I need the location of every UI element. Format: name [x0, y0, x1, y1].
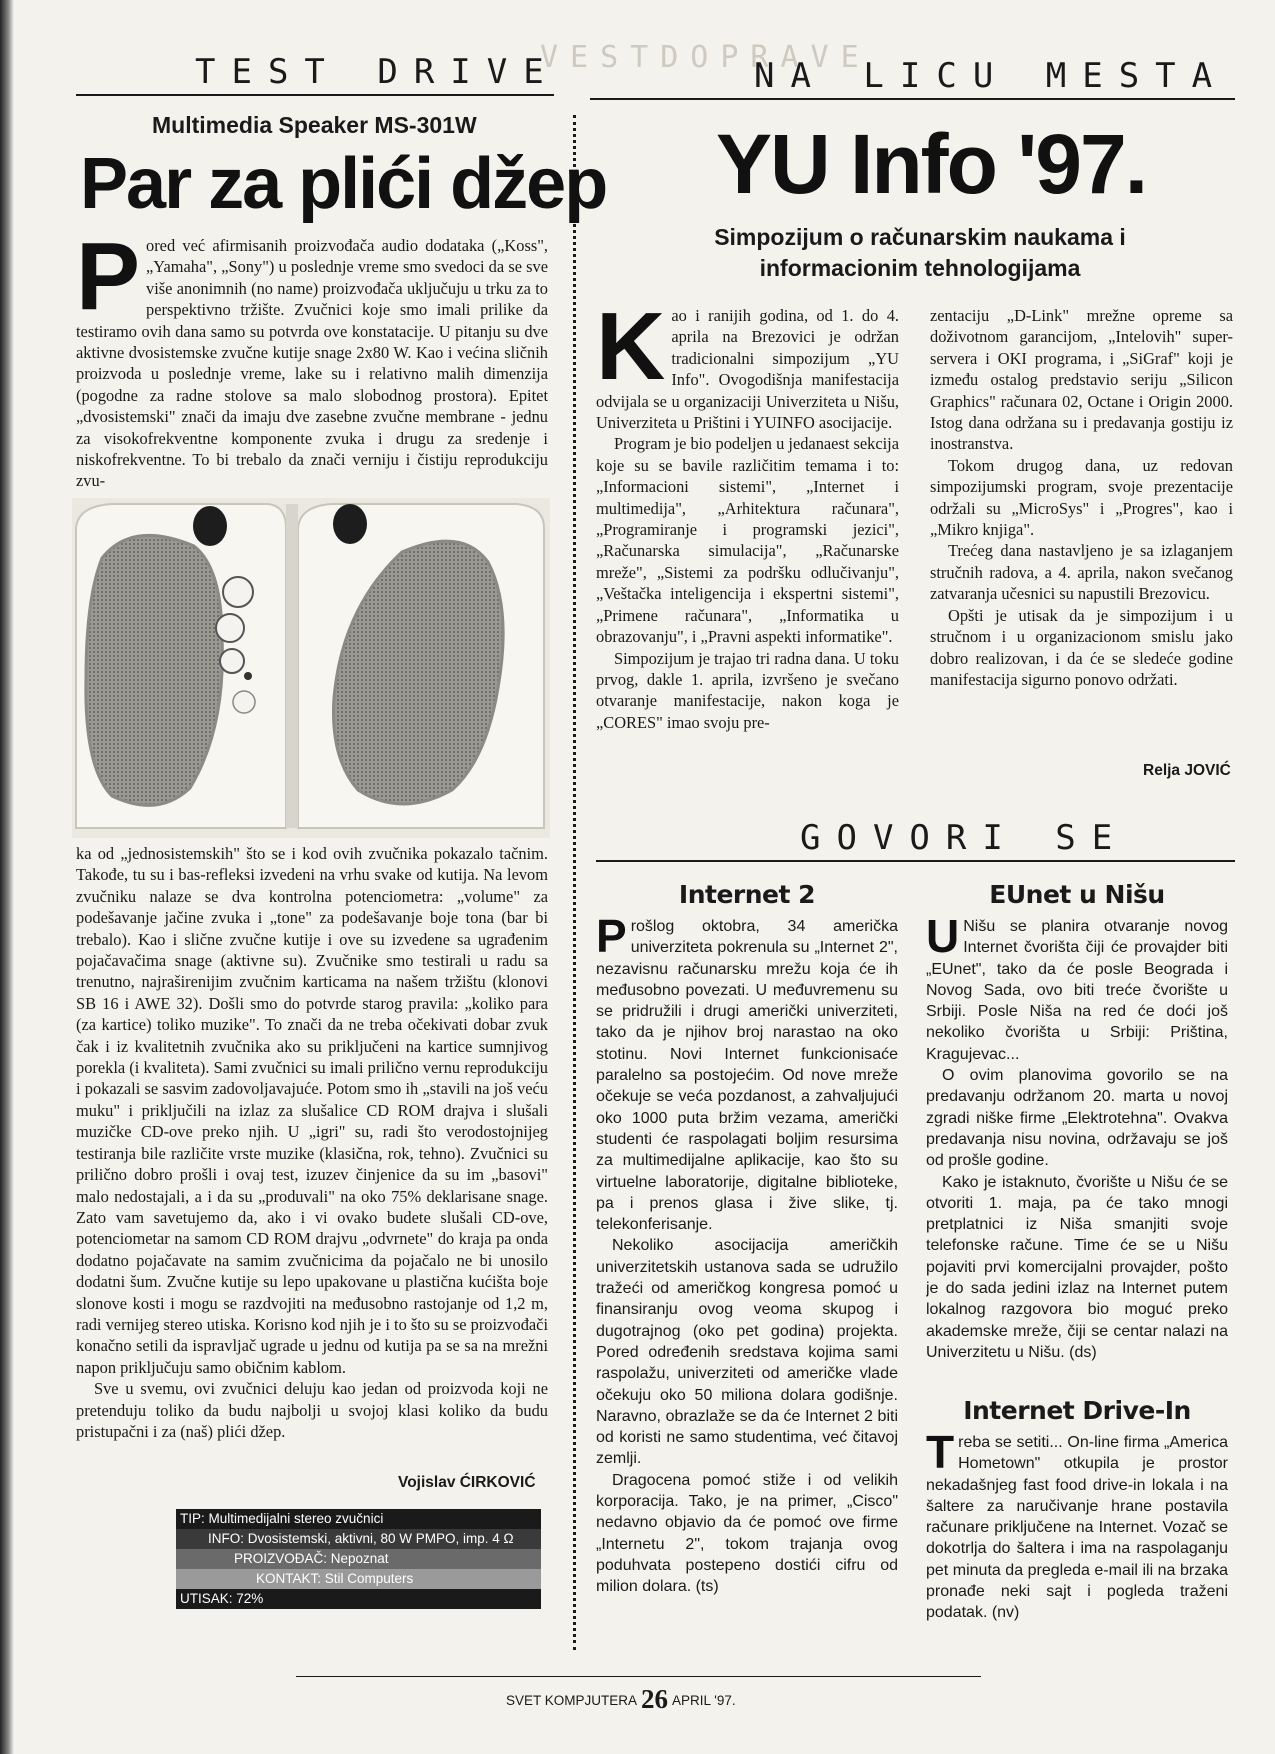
drivein-paragraph-1: reba se setiti... On-line firma „America Hometown" otkupila je prostor nekadašnjeg fast food drive-in lokala i na šaltere za naručivanje hrane postavila računare priključene na Internet. Vozač se dokotrlja do šaltera i ima na raspolaganju pet minuta da pregleda e-mail ili na brzaka pronađe neki sajt i pogleda traženi podatak. (nv)	[926, 1434, 1228, 1622]
internet2-dropcap: P	[596, 910, 627, 962]
speaker-title: Par za plići džep	[80, 144, 607, 224]
column-divider	[573, 115, 576, 1650]
yu-info-paragraph-6: Trećeg dana nastavljeno je sa izlaganjem stručnih radova, a 4. aprila, nakon svečanog zatvaranja učesnici su napustili Brezovicu.	[930, 541, 1233, 604]
footer-page-number: 26	[641, 1684, 669, 1714]
yu-info-subtitle-line-1: Simpozijum o računarskim naukama i	[714, 224, 1126, 250]
spec-tip: TIP: Multimedijalni stereo zvučnici	[176, 1509, 541, 1529]
spec-contact: KONTAKT: Stil Computers	[176, 1569, 541, 1589]
bleed-through-text: VESTDOPRAVE	[540, 40, 871, 75]
section-head-na-licu-mesta: NA LICU MESTA	[754, 56, 1229, 96]
yu-info-paragraph-3: Simpozijum je trajao tri radna dana. U toku prvog, dakle 1. aprila, izvršeno je svečano otvaranje manifestacije, nakon koga je „CORES" imao svoju pre-	[596, 648, 899, 732]
yu-info-column-1	[596, 305, 899, 783]
speaker-paragraph-1-cont: ka od „jednosistemskih" što se i kod ovih zvučnika pokazalo tačnim. Takođe, tu su i bas-refleksi izvedeni na vrhu svake od kutija. Na levom zvučniku nalaze se dva kontrolna potenciometra: „volume" za podešavanje jačine zvuka i „tone" za podešavanje boje tona (bar bi trebalo). Kao i slične zvučne kutije i ove su izvedene sa ugrađenim pojačavačima snage (aktivne su). Zvučnike smo testirali u radu sa trenutno, najraširenijim zvučnim karticama na našem tržištu (klonovi SB 16 i AWE 32). Došli smo do potvrde starog pravila: „koliko para (za kartice) toliko muzike". To znači da ne treba očekivati dobar zvuk čak i iz kvalitetnih zvučnika ako su priključeni na kartice sumnjivog porekla (i kvaliteta). Sami zvučnici su imali prilično vernu reprodukciju i pokazali se sasvim zadovoljavajuće. Potom smo ih „stavili na još veću muku" i priključili na izlaz za slušalice CD ROM drajva i slušali muzičke CD-ove preko njih. U „igri" su, radi što verodostojnijeg testiranja bile različite vrste muzike (klasična, rok, tehno). Zvučnici su prilično dobro prošli i ovaj test, izuzev činjenice da su im „basovi" malo nedostajali, a i da su „produvali" na oko 75% deklarisane snage. Zato vam savetujemo da, ako i vi ovako budete slušali CD-ove, potenciometar na samom CD ROM drajvu „odvrnete" do kraja pa onda dodatno pojačavate na samim zvučnicima da pojačalo ne bi unosilo dodatni šum. Zvučne kutije su lepo upakovane u plastična kućišta boje slonove kosti i mogu se razdvojiti na međusobno rastojanje od 1,2 m, radi vernijeg stereo utiska. Korisno kod njih je i to što su se proizvođači konačno setili da ispravljač ugrade u jednu od kutija pa se sa na mrežni napon priključuju samo običnim kablom.	[76, 844, 548, 1377]
footer-date: APRIL '97.	[672, 1693, 736, 1708]
rule-govori-se	[596, 860, 1235, 862]
yu-info-paragraph-7: Opšti je utisak da je simpozijum i u stručnom i u organizacionom smislu jako dobro realizovan, i da će se sledeće godine manifestacija sigurno ponovo održati.	[930, 605, 1233, 689]
yu-info-paragraph-4: zentaciju „D-Link" mrežne opreme sa doživotnom garancijom, „Intelovih" super-servera i OKI programa, i „SiGraf" koji je između ostalog predstavio seriju „Silicon Graphics" računara 02, Octane i Origin 2000. Istog dana održana su i predavanja gostiju iz inostranstva.	[930, 306, 1233, 454]
eunet-dropcap: U	[926, 910, 960, 962]
internet2-paragraph-2: Nekoliko asocijacija američkih univerzitetskih ustanova sada se udružilo tražeći od američkog kongresa pomoć u finansiranju ovog veoma skupog i dugotrajnog (oko pet godina) projekta. Pored određenih sredstava kojima sami raspolažu, univerziteti od američke vlade očekuju oko 50 miliona dolara godišnje. Naravno, obrazlaže se da će Internet 2 biti od koristi ne samo studentima, već čitavoj zemlji.	[596, 1237, 898, 1468]
internet2-paragraph-1: rošlog oktobra, 34 američka univerziteta pokrenula su „Internet 2", nezavisnu računarsku mrežu koja će ih međusobno povezati. U međuvremenu su se pridružili i drugi američki univerziteti, tako da je njihov broj narastao na oko stotinu. Novi Internet funkcionisaće paralelno sa postojećim. Od nove mreže očekuje se veća pozdanost, a zahvaljujući oko 1000 puta bržim vezama, američki studenti će raspolagati boljim resursima za multimedijalne aplikacije, kao što su virtuelne laboratorije, digitalne biblioteke, pa i prenos glasa i žive slike, tj. telekonferisanje.	[596, 918, 898, 1234]
yu-info-author: Relja JOVIĆ	[1143, 762, 1231, 779]
eunet-paragraph-3: Kako je istaknuto, čvorište u Nišu će se otvoriti 1. maja, pa će tako mnogi pretplatnici iz Niša smanjiti svoje telefonske račune. Time će se u Nišu pojaviti prvi komercijalni provajder, pošto je do sada jedini izlaz na Internet putem lokalnog razgovora bio moguć preko akademske mreže, čiji se centar nalazi na Univerzitetu u Nišu. (ds)	[926, 1173, 1228, 1361]
rule-na-licu-mesta	[590, 98, 1235, 100]
speaker-paragraph-1: ored već afirmisanih proizvođača audio dodataka („Koss", „Yamaha", „Sony") u poslednje vreme smo svedoci da se sve više anonimnih (no name) proizvođača uključuju u trku za to perspektivno tržište. Zvučnici koje smo imali prilike da testiramo ovih dana samo su potvrda ove konstatacije. U pitanju su dve aktivne dvosistemske zvučne kutije snage 2x80 W. Kao i većina sličnih proizvoda u poslednje vreme, lake su i relativno malih dimenzija (pogodne za radne stolove sa malo slobodnog prostora). Epitet „dvosistemski" znači da imaju dve zasebne zvučne membrane - jednu za visokofrekventne komponente zvuka i drugu za sredenje i niskofrekventne. To bi trebalo da znači verniju i čistiju reprodukciju zvu-	[76, 236, 548, 491]
drivein-dropcap: T	[926, 1426, 955, 1478]
eunet-title: EUnet u Nišu	[989, 880, 1165, 909]
eunet-column	[926, 878, 1228, 1386]
yu-info-paragraph-2: Program je bio podeljen u jedanaest sekcija koje su se bavile različitim temama i to: „Informacioni sistemi", „Internet i multimedija", „Arhitektura računara", „Programiranje i programski jezici", „Računarska simulacija", „Računarske mreže", „Sistemi za podršku odlučivanju", „Veštačka inteligencija i ekspertni sistemi", „Primene računara", „Informatika u obrazovanju", i „Pravni aspekti informatike".	[596, 434, 899, 647]
section-head-govori-se: GOVORI SE	[800, 818, 1129, 858]
section-head-test-drive: TEST DRIVE	[195, 52, 560, 92]
speaker-author: Vojislav ĆIRKOVIĆ	[398, 1474, 536, 1491]
drivein-column	[926, 1394, 1228, 1639]
spec-rating: UTISAK: 72%	[176, 1589, 541, 1609]
yu-info-subtitle	[620, 222, 1220, 284]
footer-magazine: SVET KOMPJUTERA	[506, 1693, 638, 1708]
internet2-column	[596, 878, 898, 1638]
yu-info-paragraph-5: Tokom drugog dana, uz redovan simpozijumski program, svoje prezentacije održali su „MicroSys" i „Progres", kao i „Mikro knjiga".	[930, 455, 1233, 540]
footer-rule	[296, 1676, 981, 1677]
speaker-intro-column	[76, 235, 548, 500]
yu-info-paragraph-1: ao i ranijih godina, od 1. do 4. aprila na Brezovici je održan tradicionalni simpozijum „YU Info". Ovogodišnja manifestacija odvijala se u organizaciji Univerziteta u Nišu, Univerziteta u Prištini i YUINFO asocijacije.	[596, 306, 899, 433]
spec-box	[176, 1509, 541, 1609]
rule-test-drive	[76, 94, 554, 96]
eunet-paragraph-1: Nišu se planira otvaranje novog Internet čvorišta čiji će provajder biti „EUnet", tako da će posle Beograda i Novog Sada, ovo biti treće čvorište u Srbiji. Posle Niša na red će doći još nekoliko čvorišta u Srbiji: Priština, Kragujevac...	[926, 918, 1228, 1063]
spec-info: INFO: Dvosistemski, aktivni, 80 W PMPO, imp. 4 Ω	[176, 1529, 541, 1549]
internet2-paragraph-3: Dragocena pomoć stiže i od velikih korporacija. Tako, je na primer, „Cisco" nedavno objavio da će pomoć ove firme „Internetu 2", tokom trajanja ovog poduhvata postepeno dostići cifru od milion dolara. (ts)	[596, 1471, 898, 1596]
yu-info-title: YU Info '97.	[716, 117, 1147, 211]
drivein-title: Internet Drive-In	[963, 1396, 1191, 1425]
internet2-title: Internet 2	[678, 880, 816, 909]
speaker-kicker: Multimedia Speaker MS-301W	[152, 112, 477, 138]
page-footer	[506, 1684, 736, 1715]
yu-info-column-2	[930, 305, 1233, 755]
page-edge-shadow	[0, 0, 14, 1754]
speaker-body-column	[76, 843, 548, 1468]
spec-manufacturer: PROIZVOĐAČ: Nepoznat	[176, 1549, 541, 1569]
speakers-photo	[72, 498, 550, 838]
speaker-dropcap: P	[76, 235, 141, 330]
yu-info-subtitle-line-2: informacionim tehnologijama	[759, 255, 1081, 282]
yu-info-dropcap: K	[596, 305, 666, 400]
eunet-paragraph-2: O ovim planovima govorilo se na predavanju održanom 20. marta u novoj zgradi niške firme „Elektrotehna". Ovakva predavanja nisu novina, održavaju se još od prošle godine.	[926, 1067, 1228, 1170]
speaker-paragraph-2: Sve u svemu, ovi zvučnici deluju kao jedan od proizvoda koji ne pretenduju toliko da budu najbolji u svojoj klasi koliko da budu pristupačni i za (naš) plići džep.	[76, 1379, 548, 1441]
